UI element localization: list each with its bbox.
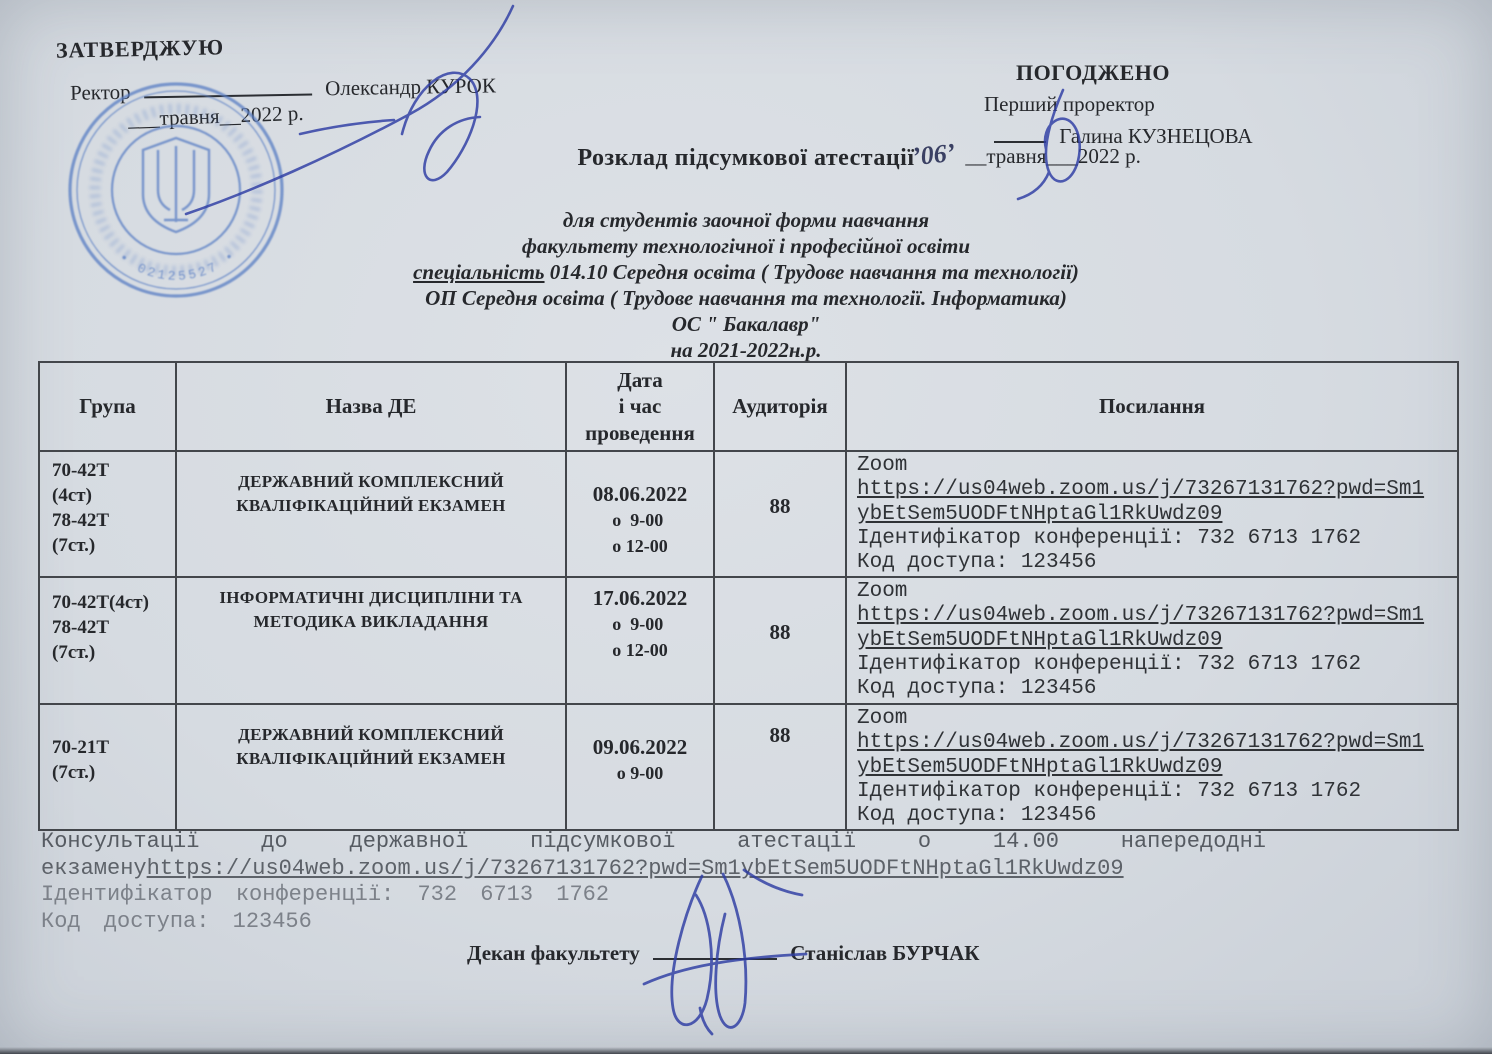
- handwritten-day: ʼ06ʼ: [910, 137, 957, 172]
- agreed-date-line: __травня___2022 р.: [965, 144, 1141, 168]
- subtitle-line-2: факультету технологічної і професійної освіти: [521, 234, 971, 258]
- dean-name: Станіслав БУРЧАК: [790, 941, 980, 966]
- room-cell: 88: [714, 451, 846, 577]
- zoom-url: ybEtSem5UODFtNHptaGl1RkUwdz09: [857, 502, 1223, 526]
- dean-signature-row: [467, 936, 980, 966]
- note-line-2: екзаменуhttps://us04web.zoom.us/j/73267131762?pwd=Sm1ybEtSem5UODFtNHptaGl1RkUwdz09: [41, 855, 1124, 881]
- date-cell: 17.06.2022 о 9-00 о 12-00: [566, 577, 714, 704]
- passcode: Код доступа: 123456: [857, 677, 1097, 701]
- photo-edge-shadow: [0, 1047, 1492, 1054]
- col-header-group: Група: [39, 362, 176, 451]
- zoom-link-cell: [846, 577, 1458, 704]
- meeting-id: Ідентифікатор конференції: 732 6713 1762: [857, 653, 1362, 676]
- zoom-url: ybEtSem5UODFtNHptaGl1RkUwdz09: [857, 628, 1223, 652]
- exam-name-cell: ДЕРЖАВНИЙ КОМПЛЕКСНИЙ КВАЛІФІКАЦІЙНИЙ ЕКЗАМЕН: [176, 704, 566, 830]
- consultation-note: [41, 829, 1281, 935]
- zoom-url: https://us04web.zoom.us/j/73267131762?pwd=Sm1ybEtSem5UODFtNHptaGl1RkUwdz09: [146, 855, 1124, 881]
- approved-role-row: [70, 68, 496, 105]
- subtitle-line-3: спеціальність 014.10 Середня освіта ( Трудове навчання та технології): [413, 260, 1079, 284]
- note-meeting-id: Ідентифікатор конференції: 732 6713 1762: [41, 882, 610, 907]
- date-cell: 09.06.2022 о 9-00: [566, 704, 714, 830]
- note-passcode: Код доступа: 123456: [41, 908, 312, 934]
- note-line-1: Консультації до державної підсумкової атестації о 14.00 напередодні: [41, 829, 1266, 854]
- passcode: Код доступа: 123456: [857, 804, 1097, 828]
- table-row: [39, 704, 1458, 830]
- exam-name-cell: ІНФОРМАТИЧНІ ДИСЦИПЛІНИ ТА МЕТОДИКА ВИКЛАДАННЯ: [176, 577, 566, 704]
- signature-line: [144, 71, 312, 98]
- zoom-url: https://us04web.zoom.us/j/73267131762?pwd=Sm1: [857, 604, 1425, 628]
- agreed-heading: ПОГОДЖЕНО: [1016, 60, 1170, 85]
- signature-line: [653, 936, 777, 960]
- table-row: [39, 451, 1458, 577]
- meeting-id: Ідентифікатор конференції: 732 6713 1762: [857, 526, 1362, 550]
- meeting-id: Ідентифікатор конференції: 732 6713 1762: [857, 780, 1362, 803]
- subtitle-line-1: для студентів заочної форми навчання: [562, 208, 930, 232]
- date-cell: 08.06.2022 о 9-00 о 12-00: [566, 451, 714, 577]
- schedule-table: [38, 361, 1459, 831]
- approved-heading: ЗАТВЕРДЖУЮ: [55, 34, 225, 63]
- zoom-link-cell: [846, 451, 1458, 577]
- speciality-label: спеціальність: [413, 260, 545, 284]
- passcode: Код доступа: 123456: [857, 551, 1097, 575]
- rector-name: Олександр КУРОК: [324, 73, 497, 101]
- stamp-code: • 02125527 •: [116, 246, 240, 284]
- prorector-label: Перший проректор: [984, 92, 1155, 116]
- approved-date-line: ___травня__2022 р.: [127, 100, 304, 132]
- zoom-label: Zoom: [857, 579, 908, 603]
- col-header-link: Посилання: [846, 362, 1458, 451]
- exam-name-cell: ДЕРЖАВНИЙ КОМПЛЕКСНИЙ КВАЛІФІКАЦІЙНИЙ ЕКЗАМЕН: [176, 451, 566, 577]
- document-subtitle: [0, 207, 1492, 363]
- col-header-room: Аудиторія: [714, 362, 846, 451]
- zoom-label: Zoom: [857, 706, 908, 730]
- subtitle-line-6: на 2021-2022н.р.: [670, 338, 822, 362]
- zoom-url: https://us04web.zoom.us/j/73267131762?pwd=Sm1: [857, 731, 1425, 755]
- room-cell: 88: [714, 704, 846, 830]
- group-cell: 70-42Т (4ст) 78-42Т (7ст.): [39, 451, 176, 577]
- group-cell: 70-42Т(4ст) 78-42Т (7ст.): [39, 577, 176, 704]
- zoom-link-cell: [846, 704, 1458, 830]
- col-header-exam: Назва ДЕ: [176, 362, 566, 451]
- subtitle-line-4: ОП Середня освіта ( Трудове навчання та технології. Інформатика): [425, 286, 1067, 310]
- zoom-url: ybEtSem5UODFtNHptaGl1RkUwdz09: [857, 755, 1223, 779]
- zoom-url: https://us04web.zoom.us/j/73267131762?pwd=Sm1: [857, 478, 1425, 502]
- page-title: Розклад підсумкової атестації: [577, 145, 915, 171]
- table-row: [39, 577, 1458, 704]
- prorector-name: Галина КУЗНЕЦОВА: [1059, 124, 1253, 149]
- zoom-label: Zoom: [857, 453, 908, 477]
- room-cell: 88: [714, 577, 846, 704]
- subtitle-line-5: ОС " Бакалавр": [671, 312, 821, 336]
- dean-label: Декан факультету: [467, 941, 640, 966]
- rector-label: Ректор: [69, 79, 131, 105]
- group-cell: 70-21Т (7ст.): [39, 704, 176, 830]
- col-header-date: Дата і час проведення: [566, 362, 714, 451]
